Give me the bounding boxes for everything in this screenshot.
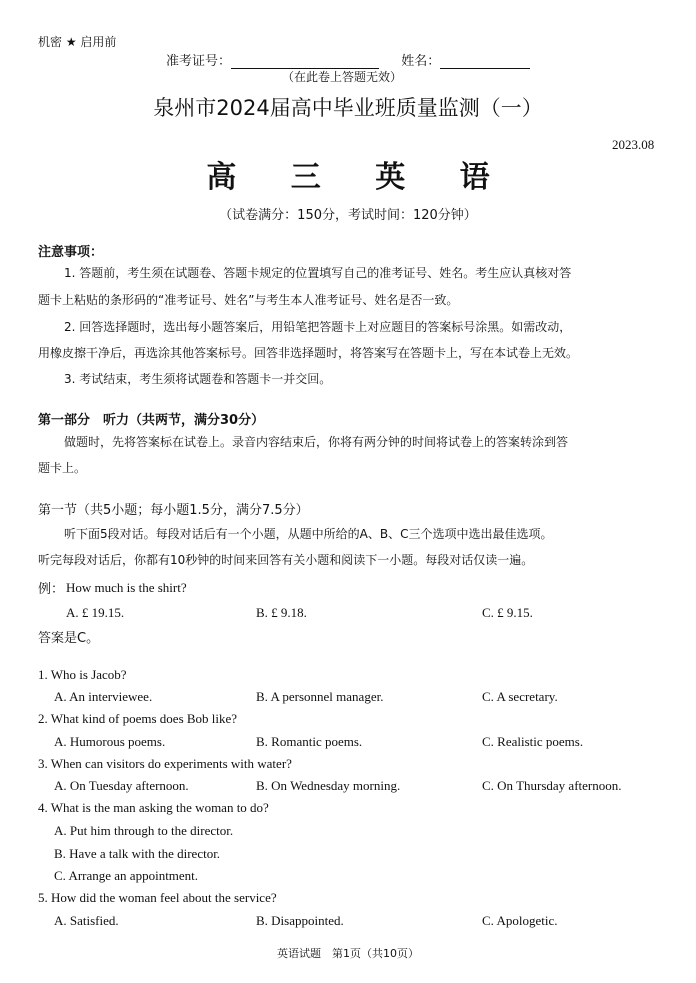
invalid-note: （在此卷上答题无效）: [282, 70, 403, 84]
note-1-line-1: 1. 答题前，考生须在试题卷、答题卡规定的位置填写自己的准考证号、姓名。考生应认真核对答: [64, 266, 572, 280]
question-4: 4. What is the man asking the woman to do?: [38, 800, 269, 815]
name-blank: [440, 68, 530, 69]
note-3: 3. 考试结束，考生须将试题卷和答题卡一并交回。: [64, 372, 332, 386]
question-2-option-c: C. Realistic poems.: [482, 734, 584, 749]
section1-instruction-line-2: 听完每段对话后，你都有10秒钟的时间来回答有关小题和阅读下一小题。每段对话仅读一遍。: [38, 553, 534, 567]
question-1: 1. Who is Jacob?: [38, 667, 127, 682]
part1-instruction-line-2: 题卡上。: [38, 461, 87, 475]
question-2-option-a: A. Humorous poems.: [54, 734, 166, 749]
question-1-option-a: A. An interviewee.: [54, 689, 153, 704]
example-option-b: B. £ 9.18.: [256, 605, 307, 620]
example-option-c: C. £ 9.15.: [482, 605, 533, 620]
subject-title: 高 三 英 语: [206, 160, 512, 195]
question-3-option-c: C. On Thursday afternoon.: [482, 778, 622, 793]
question-5: 5. How did the woman feel about the service?: [38, 890, 277, 905]
question-5-option-a: A. Satisfied.: [54, 913, 119, 928]
question-2-option-b: B. Romantic poems.: [256, 734, 363, 749]
note-2-line-1: 2. 回答选择题时，选出每小题答案后，用铅笔把答题卡上对应题目的答案标号涂黑。如需改动，: [64, 320, 572, 334]
note-1-line-2: 题卡上粘贴的条形码的“准考证号、姓名”与考生本人准考证号、姓名是否一致。: [38, 293, 459, 307]
name-label: 姓名：: [401, 54, 441, 69]
note-2-line-2: 用橡皮擦干净后，再选涂其他答案标号。回答非选择题时，将答案写在答题卡上，写在本试卷上无效。: [38, 346, 579, 360]
example-answer: 答案是C。: [38, 631, 100, 646]
example-question: How much is the shirt?: [66, 580, 187, 595]
example-label: 例：: [38, 582, 65, 597]
question-2: 2. What kind of poems does Bob like?: [38, 711, 238, 726]
exam-title: 泉州市2024届高中毕业班质量监测（一）: [153, 96, 543, 120]
question-1-option-b: B. A personnel manager.: [256, 689, 384, 704]
exam-number-label: 准考证号：: [166, 54, 232, 69]
confidential-mark: 机密 ★ 启用前: [38, 35, 117, 49]
section1-heading: 第一节（共5小题；每小题1.5分，满分7.5分）: [38, 503, 309, 518]
question-4-option-b: B. Have a talk with the director.: [54, 846, 221, 861]
page-footer: 英语试题 第1页（共10页）: [277, 947, 419, 960]
question-4-option-c: C. Arrange an appointment.: [54, 868, 199, 883]
part1-heading: 第一部分 听力（共两节，满分30分）: [38, 413, 265, 428]
exam-date: 2023.08: [612, 137, 655, 152]
exam-info: （试卷满分：150分，考试时间：120分钟）: [219, 208, 477, 223]
question-4-option-a: A. Put him through to the director.: [54, 823, 234, 838]
question-1-option-c: C. A secretary.: [482, 689, 558, 704]
section1-instruction-line-1: 听下面5段对话。每段对话后有一个小题，从题中所给的A、B、C三个选项中选出最佳选项。: [64, 527, 553, 541]
part1-instruction-line-1: 做题时，先将答案标在试卷上。录音内容结束后，你将有两分钟的时间将试卷上的答案转涂到答: [64, 435, 569, 449]
question-3-option-b: B. On Wednesday morning.: [256, 778, 401, 793]
question-5-option-b: B. Disappointed.: [256, 913, 344, 928]
question-3-option-a: A. On Tuesday afternoon.: [54, 778, 189, 793]
notes-heading: 注意事项：: [38, 245, 104, 260]
example-option-a: A. £ 19.15.: [66, 605, 125, 620]
question-3: 3. When can visitors do experiments with water?: [38, 756, 292, 771]
question-5-option-c: C. Apologetic.: [482, 913, 558, 928]
exam-number-row: [166, 50, 530, 69]
